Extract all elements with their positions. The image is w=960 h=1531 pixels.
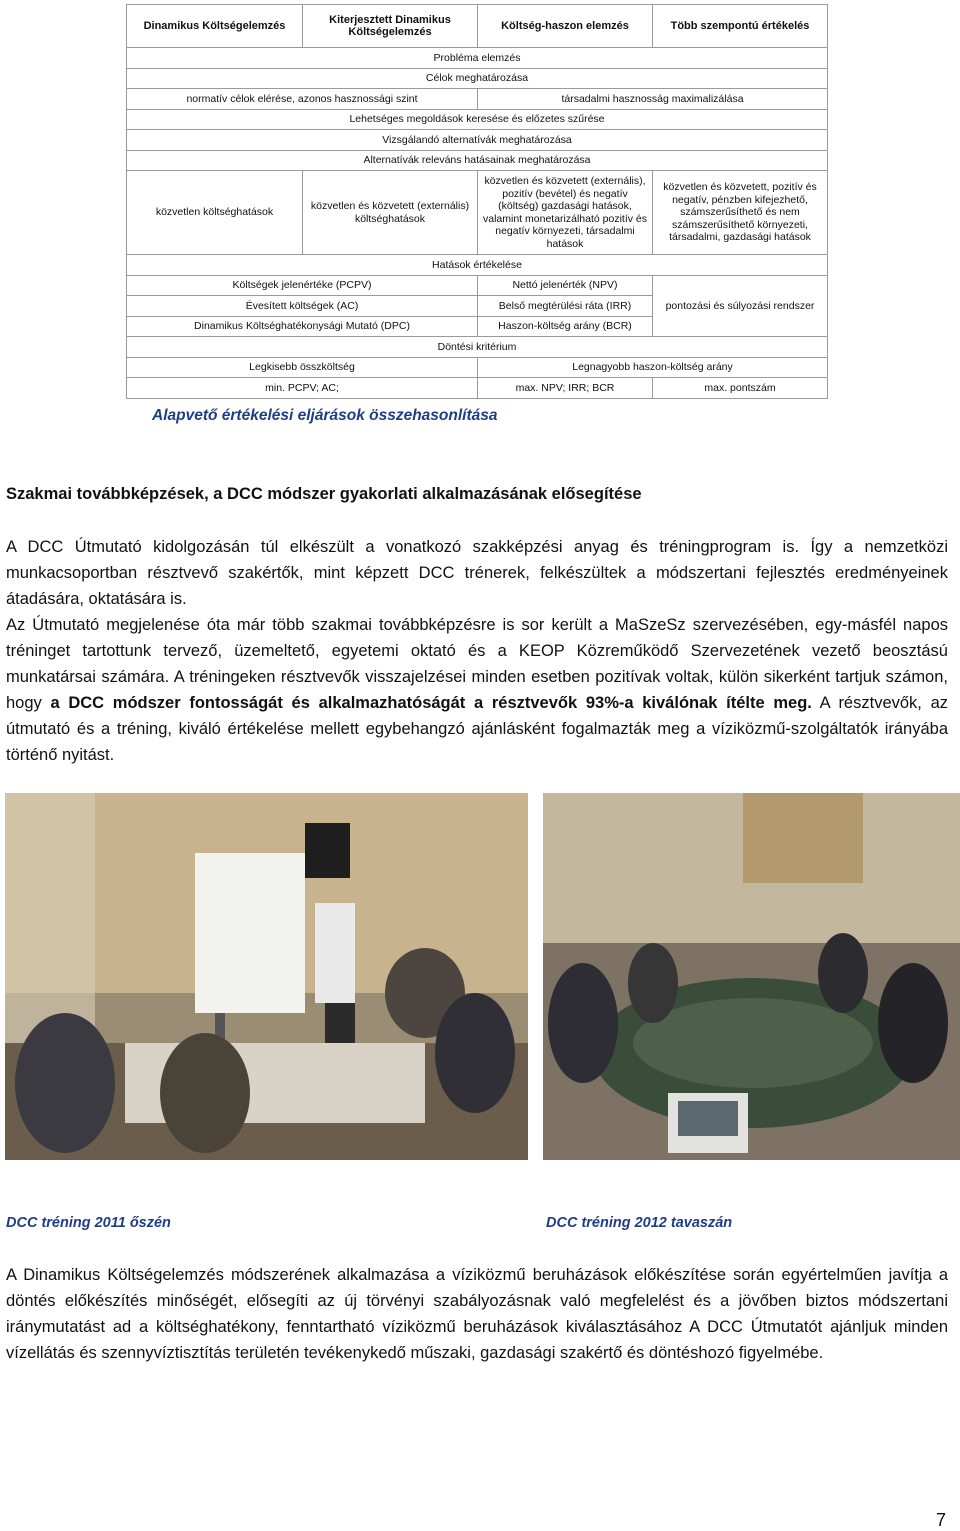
goal-left: normatív célok elérése, azonos hasznossági szint	[127, 89, 478, 110]
impact-external: közvetlen és közvetett (externális) költséghatások	[303, 171, 478, 255]
training-room-photo-right	[543, 793, 960, 1160]
row-impacts: Alternatívák releváns hatásainak meghatározása	[127, 150, 828, 171]
closing-paragraph: A Dinamikus Költségelemzés módszerének alkalmazása a víziközmű beruházások előkészítése során egyértelműen javítja a döntés előkészítés minőségét, elősegíti az új törvényi szabályozásnak való megfelelést és a jövőben biztos módszertani iránymutatást ad a költséghatékony, fenntartható víziközmű beruházások kiválasztásához A DCC Útmutatót ajánljuk minden vízellátás és szennyvíztisztítás területén tevékenykedő műszaki, gazdasági szakértő és döntéshozó figyelmébe.	[6, 1266, 948, 1362]
row-criteria: Döntési kritérium	[127, 337, 828, 358]
section-heading: Szakmai továbbképzések, a DCC módszer gyakorlati alkalmazásának elősegítése	[6, 485, 642, 503]
min-right: max. pontszám	[653, 378, 828, 399]
crit-left: Legkisebb összköltség	[127, 357, 478, 378]
row-problem: Probléma elemzés	[127, 48, 828, 69]
section-body	[6, 534, 948, 768]
page-number: 7	[936, 1510, 947, 1530]
impact-direct: közvetlen költséghatások	[127, 171, 303, 255]
eval-dpc: Dinamikus Költséghatékonysági Mutató (DPC)	[127, 316, 478, 337]
header-dinamikus: Dinamikus Költségelemzés	[127, 5, 303, 48]
row-goals: Célok meghatározása	[127, 68, 828, 89]
photo-caption-left: DCC tréning 2011 őszén	[6, 1215, 171, 1231]
header-tobb-szempontu: Több szempontú értékelés	[653, 5, 828, 48]
eval-ac: Évesített költségek (AC)	[127, 296, 478, 317]
photo-training-2012	[543, 793, 960, 1160]
row-eval: Hatások értékelése	[127, 255, 828, 276]
photo-training-2011	[5, 793, 528, 1160]
highlight-text: a DCC módszer fontosságát és alkalmazhatóságát a résztvevők 93%-a kiválónak ítélte meg.	[50, 694, 812, 712]
crit-right: Legnagyobb haszon-költség arány	[478, 357, 828, 378]
eval-scoring: pontozási és súlyozási rendszer	[653, 275, 828, 337]
photo-caption-right: DCC tréning 2012 tavaszán	[546, 1215, 733, 1231]
eval-pcpv: Költségek jelenértéke (PCPV)	[127, 275, 478, 296]
impact-cba: közvetlen és közvetett (externális), pozitív (bevétel) és negatív (költség) gazdasági hatások, valamint monetarizálható pozitív és negatív környezeti, társadalmi hatások	[478, 171, 653, 255]
row-alternatives: Vizsgálandó alternatívák meghatározása	[127, 130, 828, 151]
header-koltseg-haszon: Költség-haszon elemzés	[478, 5, 653, 48]
eval-bcr: Haszon-költség arány (BCR)	[478, 316, 653, 337]
min-mid: max. NPV; IRR; BCR	[478, 378, 653, 399]
header-kiterjesztett: Kiterjesztett Dinamikus Költségelemzés	[303, 5, 478, 48]
training-room-photo-left	[5, 793, 528, 1160]
table-header-row	[127, 5, 828, 48]
paragraph-1: A DCC Útmutató kidolgozásán túl elkészült a vonatkozó szakképzési anyag és tréningprogram is. Így a nemzetközi munkacsoportban résztvevő szakértők, mint képzett DCC trénerek, felkészültek a módszertani fejlesztés eredményeinek átadására, oktatására is.	[6, 538, 948, 608]
row-solutions: Lehetséges megoldások keresése és előzetes szűrése	[127, 109, 828, 130]
goal-right: társadalmi hasznosság maximalizálása	[478, 89, 828, 110]
table-caption: Alapvető értékelési eljárások összehasonlítása	[152, 407, 498, 424]
eval-irr: Belső megtérülési ráta (IRR)	[478, 296, 653, 317]
comparison-table	[126, 4, 828, 399]
paragraph-2: Az Útmutató megjelenése óta már több szakmai továbbképzésre is sor került a MaSzeSz szervezésében, egy-másfél napos tréninget tartottunk tervező, üzemeltető, egyetemi oktató és a KEOP Közreműködő Szervezetének vezető beosztású munkatársai számára. A tréningeken résztvevők visszajelzései minden esetben pozitívak voltak, külön sikerként tartjuk számon, hogy a DCC módszer fontosságát és alkalmazhatóságát a résztvevők 93%-a kiválónak ítélte meg. A résztvevők, az útmutató és a tréning, kiváló értékelése mellett egybehangzó ajánlásként fogalmazták meg a víziközmű-szolgáltatók irányába történő nyitást.	[6, 616, 949, 764]
impact-mca: közvetlen és közvetett, pozitív és negatív, pénzben kifejezhető, számszerűsíthető és nem számszerűsíthető környezeti, társadalmi, gazdasági hatások	[653, 171, 828, 255]
eval-npv: Nettó jelenérték (NPV)	[478, 275, 653, 296]
min-left: min. PCPV; AC;	[127, 378, 478, 399]
